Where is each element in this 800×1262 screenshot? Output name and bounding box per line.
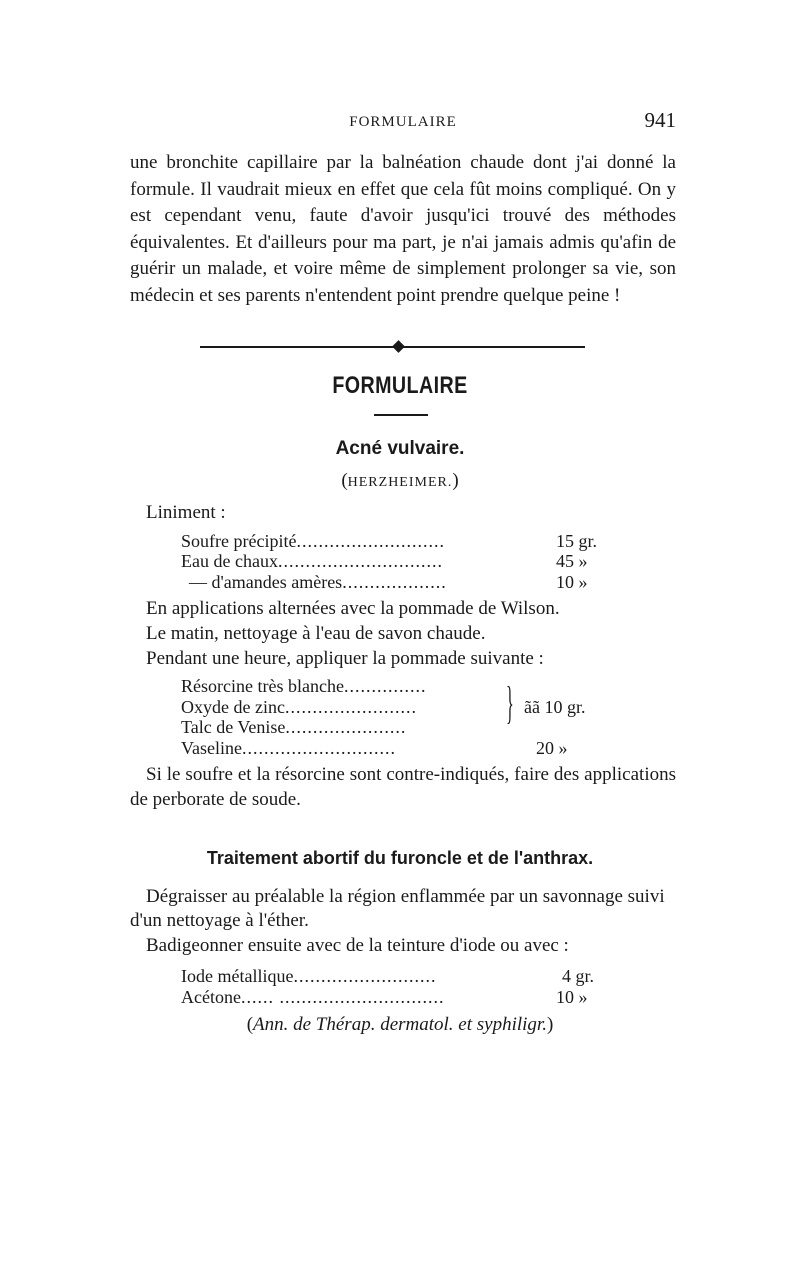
author-name: HERZHEIMER. [347,475,453,490]
ingredient-name: — d'amandes amères [189,572,343,592]
ingredient-row [181,531,445,552]
ingredient-row [181,551,443,572]
ingredient-qty: 10 » [556,987,588,1007]
ingredient-name: Oxyde de zinc [181,697,285,717]
ingredient-name: Talc de Venise [181,717,286,737]
instruction-para: Badigeonner ensuite avec de la teinture d'iode ou avec : [146,935,569,956]
leader-dots: .......................... [293,966,437,986]
ingredient-row [181,738,396,759]
ingredient-qty: 15 gr. [556,531,598,551]
shared-quantity: ãã 10 gr. [524,697,586,717]
ingredient-row [181,676,426,697]
ingredient-name: Iode métallique [181,966,294,986]
ingredient-qty: 45 » [556,551,588,571]
section-title: FORMULAIRE [332,372,468,399]
furoncle-instructions [130,885,670,958]
citation-paren-open: ( [246,1014,254,1035]
ingredient-name: Soufre précipité [181,531,297,551]
ingredient-row [181,697,417,718]
instruction-line: Pendant une heure, appliquer la pommade suivante : [146,648,544,669]
ingredient-name: Vaseline [181,738,242,758]
leader-dots: ...... .............................. [240,987,445,1007]
leader-dots: ........................ [284,697,417,717]
liniment-label: Liniment : [146,502,226,523]
page-number: 941 [644,108,676,132]
ingredient-qty: 20 » [536,738,568,758]
running-header [130,108,676,138]
leader-dots: ............................ [241,738,396,758]
note-paragraph: Si le soufre et la résorcine sont contre-indiqués, faire des applications de perborate de soude. [130,764,676,810]
ingredient-row [189,572,447,593]
recipe-title-acne: Acné vulvaire. [335,438,465,459]
leader-dots: .............................. [277,551,443,571]
leader-dots: ...................... [285,717,407,737]
leader-dots: ............... [343,676,427,696]
ingredient-qty: 10 » [556,572,588,592]
divider-diamond-ornament [392,340,405,353]
instruction-para: Dégraisser au préalable la région enflammée par un savonnage suivi d'un nettoyage à l'éther. [130,886,665,931]
citation-text: Ann. de Thérap. dermatol. et syphiligr. [253,1014,547,1035]
citation-paren-close: ) [546,1014,554,1035]
grouping-brace: } [506,677,514,728]
ingredient-row [181,717,406,738]
leader-dots: ........................... [296,531,445,551]
running-title: FORMULAIRE [349,114,457,130]
source-citation [0,1014,800,1036]
ingredient-qty: 4 gr. [562,966,595,986]
intro-paragraph [130,150,676,309]
ingredient-name: Résorcine très blanche [181,676,344,696]
ingredient-row [181,987,444,1008]
recipe-title-furoncle: Traitement abortif du furoncle et de l'anthrax. [206,848,594,868]
ingredient-row [181,966,436,987]
section-divider [200,346,585,348]
leader-dots: ................... [342,572,447,592]
ingredient-name: Eau de chaux [181,551,278,571]
intro-text: une bronchite capillaire par la balnéation chaude dont j'ai donné la formule. Il vaudrait mieux en effet que cela fût moins compliqué. On y est cependant venu, faute d'avoir jusqu'ici trouvé des méthodes équivalentes. Et d'ailleurs pour ma part, je n'ai jamais admis qu'afin de guérir un malade, et voire même de simplement prolonger sa vie, son médecin et ses parents n'entendent point prendre quelque peine ! [130,152,676,306]
instruction-line: Le matin, nettoyage à l'eau de savon chaude. [146,623,486,644]
recipe-author [0,470,800,492]
ingredient-name: Acétone [181,987,241,1007]
author-paren-close: ) [452,470,459,491]
title-underline [374,414,428,416]
author-paren-open: ( [341,470,348,491]
instruction-line: En applications alternées avec la pommade de Wilson. [146,598,560,619]
